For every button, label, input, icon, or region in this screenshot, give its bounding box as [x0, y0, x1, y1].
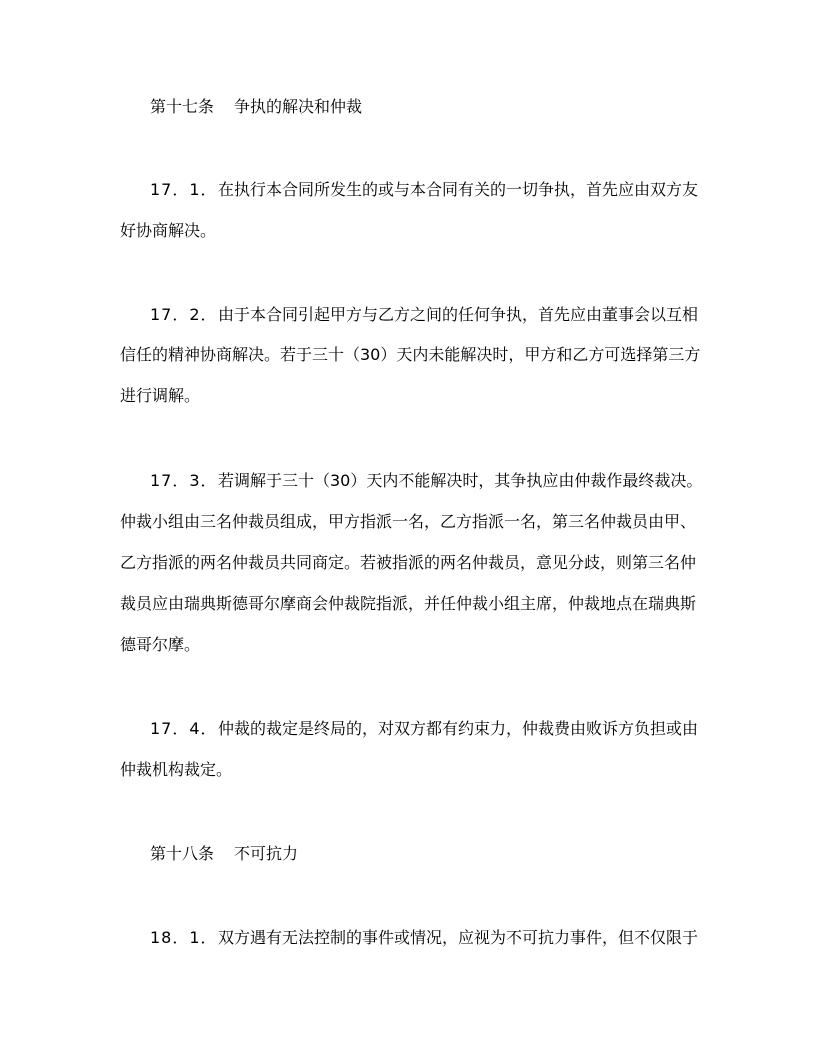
clause-17-3-line-4: 裁员应由瑞典斯德哥尔摩商会仲裁院指派，并任仲裁小组主席，仲裁地点在瑞典斯 [120, 594, 697, 613]
clause-17-3-line-2: 仲裁小组由三名仲裁员组成，甲方指派一名，乙方指派一名，第三名仲裁员由甲、 [120, 512, 697, 531]
clause-17-3-line-5: 德哥尔摩。 [120, 635, 201, 654]
clause-17-2-line-1 [150, 304, 698, 326]
clause-18-1-text: 双方遇有无法控制的事件或情况，应视为不可抗力事件，但不仅限于 [218, 928, 699, 947]
clause-17-3-number: 17．3． [150, 471, 218, 490]
article-17-number: 第十七条 [150, 97, 215, 116]
clause-17-4-line-1 [150, 718, 698, 740]
clause-17-1-line-2: 好协商解决。 [120, 221, 217, 240]
clause-17-1-text: 在执行本合同所发生的或与本合同有关的一切争执，首先应由双方友 [218, 180, 699, 199]
clause-18-1-number: 18．1． [150, 928, 218, 947]
clause-17-3-line-1 [150, 470, 702, 492]
clause-17-2-text: 由于本合同引起甲方与乙方之间的任何争执，首先应由董事会以互相 [218, 305, 699, 324]
clause-17-1-number: 17．1． [150, 180, 218, 199]
article-17-title: 争执的解决和仲裁 [234, 97, 363, 116]
article-17-heading [150, 96, 362, 118]
article-18-heading [150, 843, 298, 865]
clause-17-3-line-3: 乙方指派的两名仲裁员共同商定。若被指派的两名仲裁员，意见分歧，则第三名仲 [120, 553, 697, 572]
clause-17-1-line-1 [150, 179, 698, 201]
clause-17-4-number: 17．4． [150, 719, 218, 738]
clause-17-4-text: 仲裁的裁定是终局的，对双方都有约束力，仲裁费由败诉方负担或由 [218, 719, 699, 738]
clause-17-4-line-2: 仲裁机构裁定。 [120, 760, 233, 779]
clause-17-2-line-3: 进行调解。 [120, 386, 201, 405]
clause-18-1-line-1 [150, 927, 698, 949]
clause-17-2-number: 17．2． [150, 305, 218, 324]
clause-17-2-line-2: 信任的精神协商解决。若于三十（30）天内未能解决时，甲方和乙方可选择第三方 [120, 345, 701, 364]
clause-17-3-text: 若调解于三十（30）天内不能解决时，其争执应由仲裁作最终裁决。 [218, 471, 703, 490]
article-18-number: 第十八条 [150, 844, 215, 863]
article-18-title: 不可抗力 [234, 844, 299, 863]
